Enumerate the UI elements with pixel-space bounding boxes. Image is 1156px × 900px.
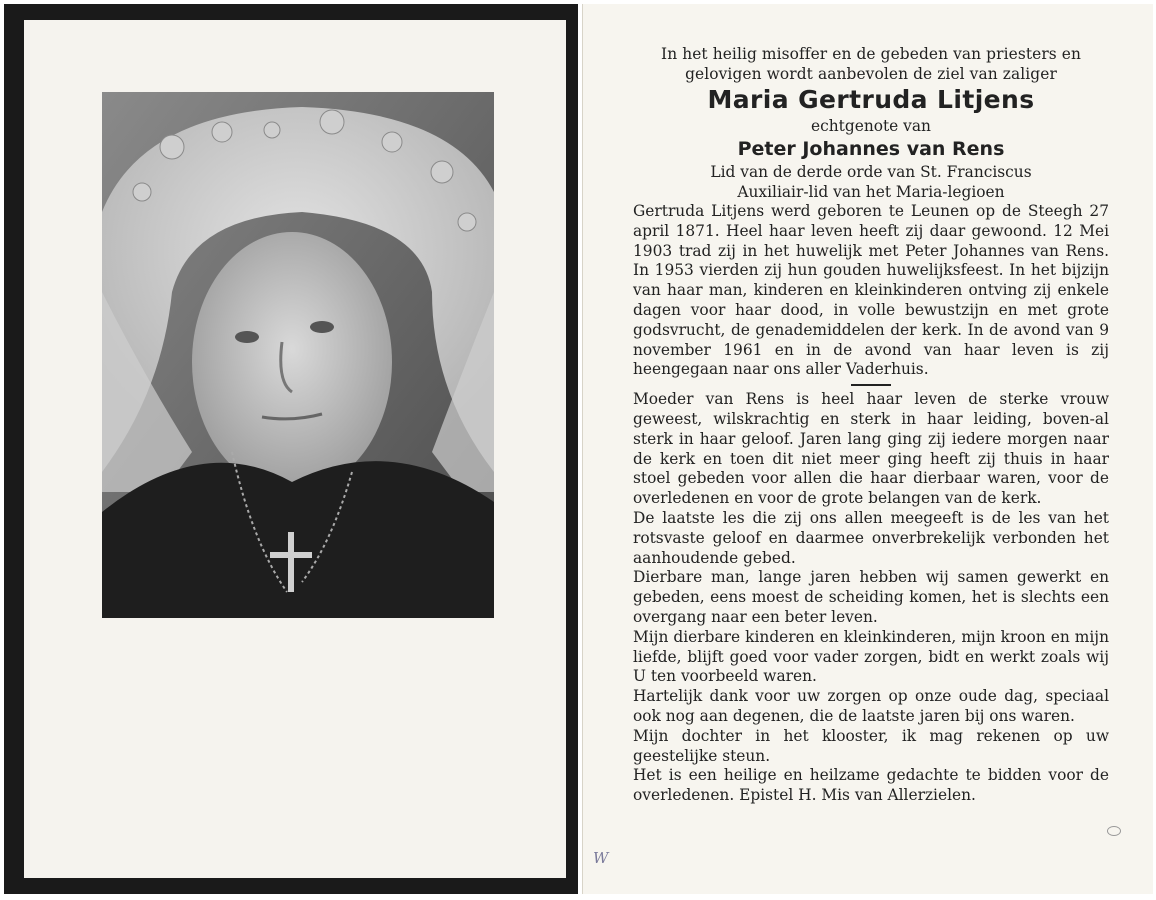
paragraph-6: Mijn dochter in het klooster, ik mag rekenen op uw geestelijke steun.: [633, 726, 1109, 765]
relation-text: echtgenote van: [811, 117, 931, 135]
paragraph-7: Het is een heilige en heilzame gedachte te bidden voor de overledenen. Epistel H. Mis van Allerzielen.: [633, 766, 1109, 805]
paragraph-3: Dierbare man, lange jaren hebben wij samen gewerkt en gebeden, eens moest de scheiding komen, het is slechts een overgang naar een beter leven.: [633, 568, 1109, 626]
membership-line-2: Auxiliair-lid van het Maria-legioen: [737, 183, 1005, 201]
pencil-circle-mark: [1107, 826, 1121, 836]
biography-paragraph: Gertruda Litjens werd geboren te Leunen op de Steegh 27 april 1871. Heel haar leven heeft zij daar gewoond. 12 Mei 1903 trad zij in het huwelijk met Peter Johannes van Rens. In 1953 vierden zij hun gouden huwelijksfeest. In het bijzijn van haar man, kinderen en kleinkinderen ontving zij enkele dagen voor haar dood, in volle bewustzijn en met grote godsvrucht, de genademiddelen der kerk. In de avond van 9 november 1961 en in de avond van haar leven is zij heengegaan naar ons aller Vaderhuis.: [633, 202, 1109, 379]
deceased-name: Maria Gertruda Litjens: [707, 85, 1035, 114]
portrait-illustration: [102, 92, 494, 618]
card-back: [582, 4, 1153, 894]
intro-text: In het heilig misoffer en de gebeden van priesters en gelovigen wordt aanbevolen de ziel van zaliger: [661, 45, 1081, 83]
card-front-border: [4, 4, 578, 894]
membership-line-1: Lid van de derde orde van St. Franciscus: [710, 163, 1032, 181]
divider-rule: [851, 384, 891, 386]
paragraph-2: De laatste les die zij ons allen meegeeft is de les van het rotsvaste geloof en daarmee onverbrekelijk verbonden het aanhoudende gebed.: [633, 508, 1109, 567]
paragraph-5: Hartelijk dank voor uw zorgen op onze oude dag, speciaal ook nog aan degenen, die de laatste jaren bij ons waren.: [633, 687, 1109, 725]
card-front: [24, 20, 566, 878]
paragraph-1: Moeder van Rens is heel haar leven de sterke vrouw geweest, wilskrachtig en sterk in haar leiding, boven-al sterk in haar geloof. Jaren lang ging zij iedere morgen naar de kerk en toen dit niet meer ging heeft zij thuis in haar stoel gebeden voor allen die haar dierbaar waren, voor de overledenen en voor de grote belangen van de kerk.: [633, 390, 1109, 508]
spouse-name: Peter Johannes van Rens: [737, 138, 1005, 160]
paragraph-4: Mijn dierbare kinderen en kleinkinderen, mijn kroon en mijn liefde, blijft goed voor vader zorgen, bidt en werkt zoals wij U ten voorbeeld waren.: [633, 627, 1109, 686]
handwritten-mark: W: [593, 849, 609, 867]
memorial-text: [633, 44, 1109, 806]
portrait-photo: [102, 92, 494, 618]
